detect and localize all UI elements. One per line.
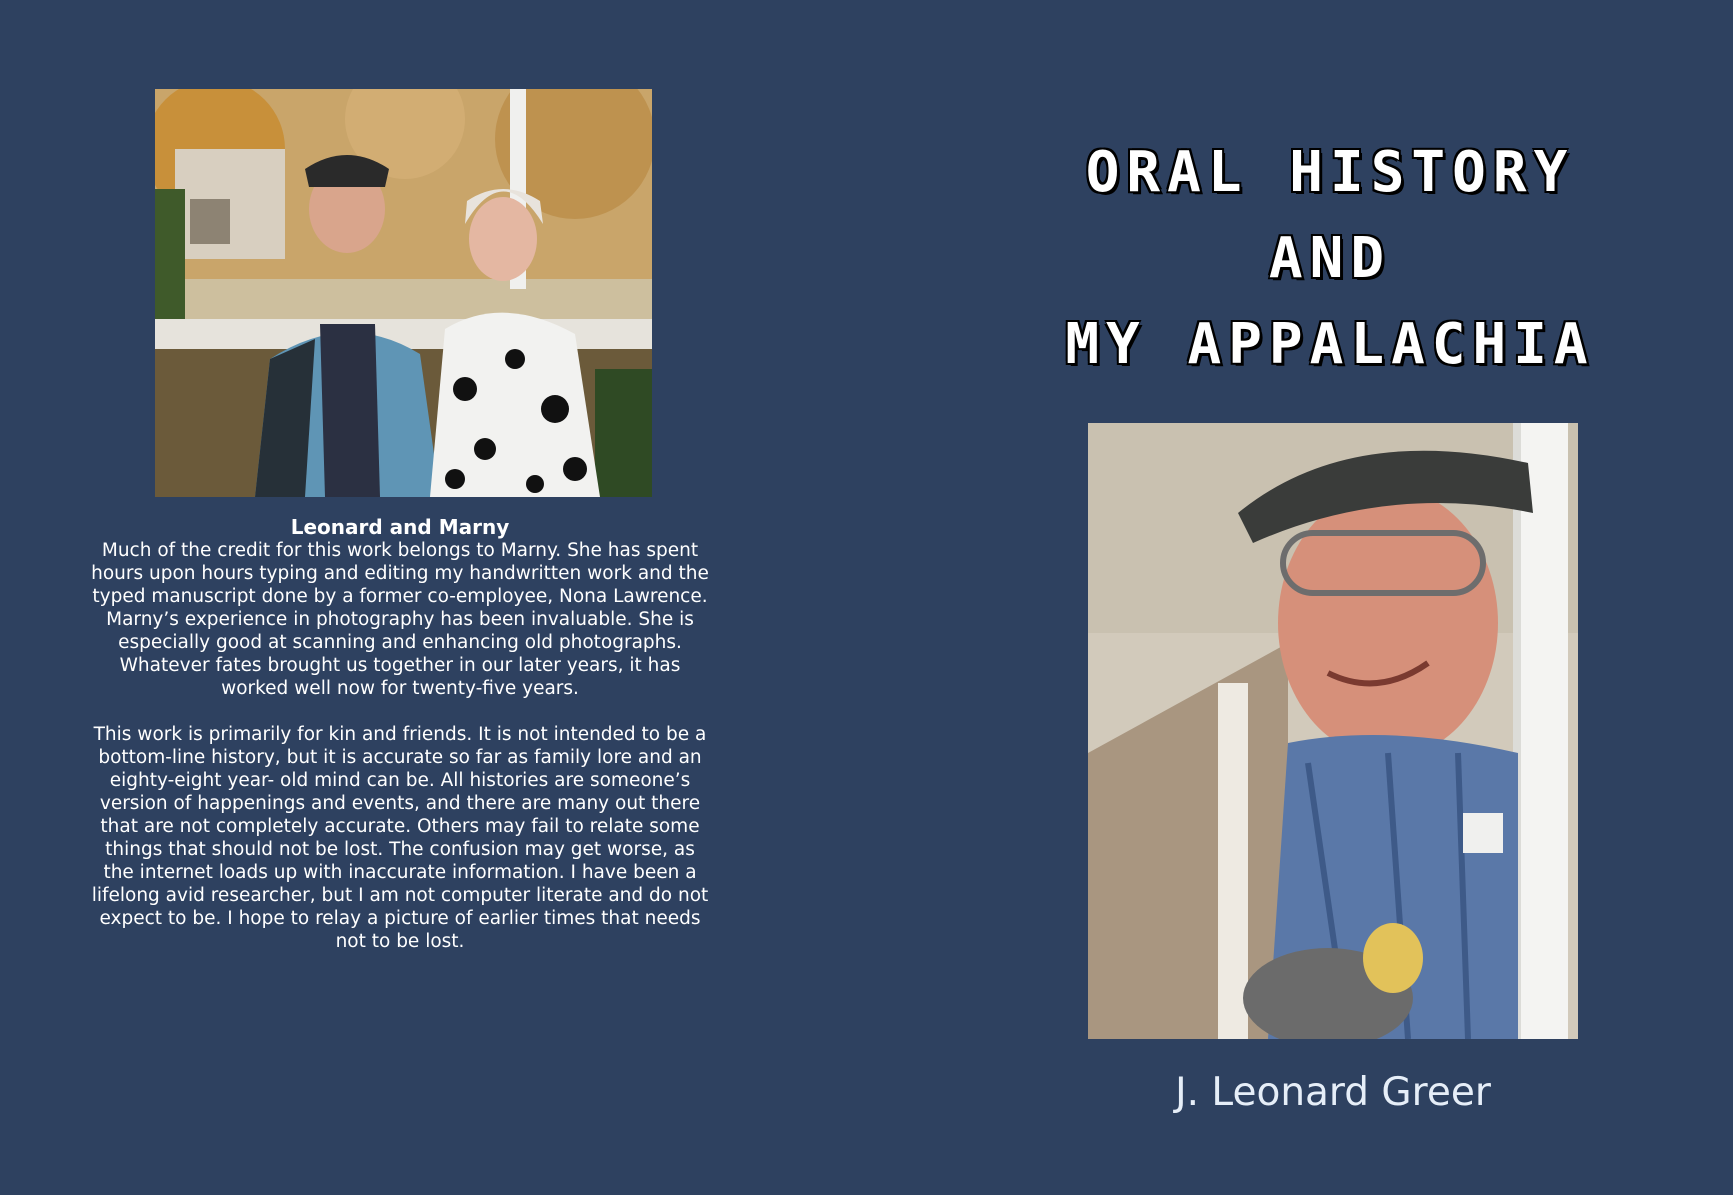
book-title (980, 130, 1680, 388)
title-line-1: ORAL HISTORY (1085, 140, 1575, 205)
front-cover-photo (1088, 423, 1578, 1039)
photo-caption-title: Leonard and Marny (290, 515, 510, 539)
back-cover-text (90, 516, 710, 953)
title-line-3: MY APPALACHIA (1065, 312, 1595, 377)
paragraph-spacer (90, 700, 710, 723)
back-cover-photo (155, 89, 652, 497)
purpose-paragraph: This work is primarily for kin and friends. It is not intended to be a bottom-line history, but it is accurate so far as family lore and an eighty-eight year- old mind can be. All histories are someone’s version of happenings and events, and there are many out there that are not completely accurate. Others may fail to relate some things that should not be lost. The confusion may get worse, as the internet loads up with inaccurate information. I have been a lifelong avid researcher, but I am not computer literate and do not expect to be. I hope to relay a picture of earlier times that needs not to be lost. (91, 724, 709, 952)
acknowledgement-paragraph: Much of the credit for this work belongs to Marny. She has spent hours upon hours typing and editing my handwritten work and the typed manuscript done by a former co-employee, Nona Lawrence. Marny’s experience in photography has been invaluable. She is especially good at scanning and enhancing old photographs. Whatever fates brought us together in our later years, it has worked well now for twenty-five years. (91, 540, 709, 699)
author-name: J. Leonard Greer (1175, 1070, 1491, 1115)
title-line-2: AND (1268, 226, 1392, 291)
